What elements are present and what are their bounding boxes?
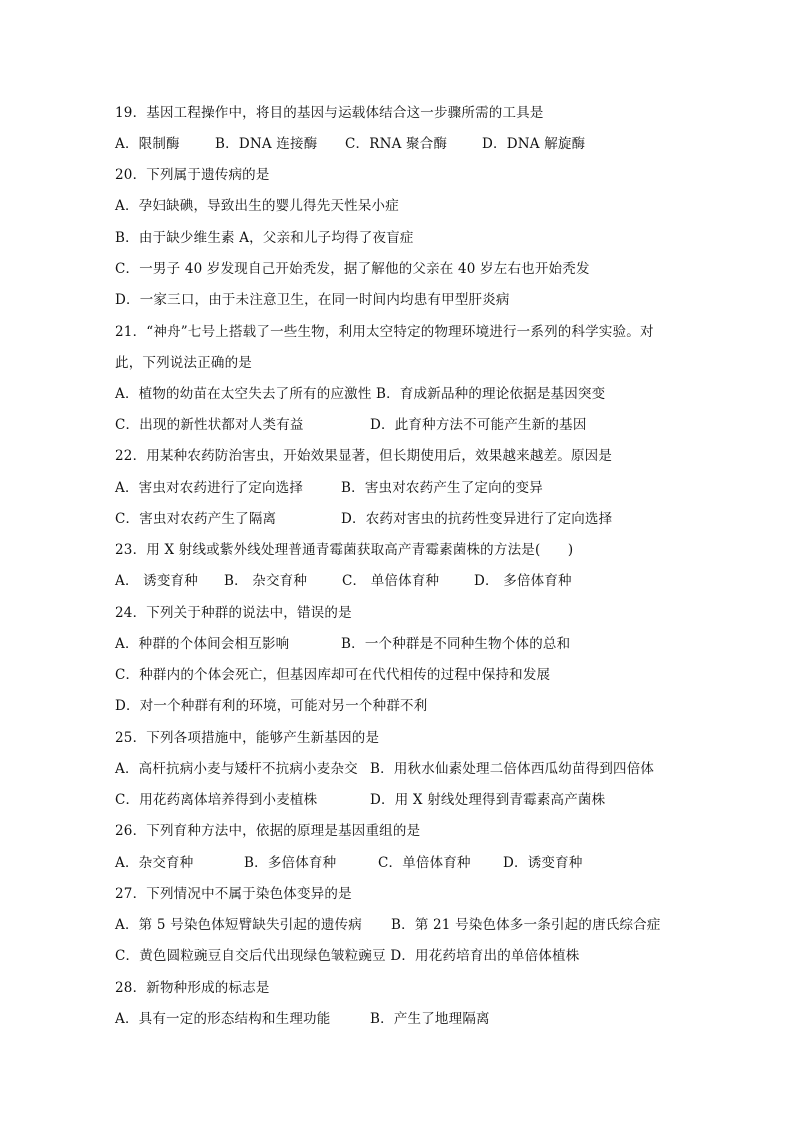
question-23-stem: 23．用 X 射线或紫外线处理普通青霉菌获取高产青霉素菌株的方法是( ) [115,542,574,558]
question-25-option-b: B．用秋水仙素处理二倍体西瓜幼苗得到四倍体 [370,761,655,777]
question-21-options-ab: A．植物的幼苗在太空失去了所有的应激性 B．育成新品种的理论依据是基因突变 [115,386,606,402]
question-26-option-c: C．单倍体育种 [378,855,471,871]
question-26-option-b: B．多倍体育种 [244,855,337,871]
question-22-option-c: C．害虫对农药产生了隔离 [115,511,277,527]
question-24-option-a: A．种群的个体间会相互影响 [115,636,290,652]
question-22-stem: 22．用某种农药防治害虫，开始效果显著，但长期使用后，效果越来越差。原因是 [115,448,613,464]
question-19-option-b: B．DNA 连接酶 [215,136,318,152]
question-25-stem: 25．下列各项措施中，能够产生新基因的是 [115,730,380,746]
question-19-option-d: D．DNA 解旋酶 [482,136,586,152]
question-28-stem: 28．新物种形成的标志是 [115,980,270,996]
question-27-option-a: A．第 5 号染色体短臂缺失引起的遗传病 [115,917,362,933]
question-23-option-a: A． 诱变育种 [115,573,198,589]
question-23-option-d: D． 多倍体育种 [474,573,572,589]
question-24-option-b: B．一个种群是不同种生物个体的总和 [341,636,571,652]
question-28-option-a: A．具有一定的形态结构和生理功能 [115,1011,331,1027]
question-22-option-a: A．害虫对农药进行了定向选择 [115,480,304,496]
question-23-option-b: B． 杂交育种 [224,573,308,589]
question-20-option-d: D．一家三口，由于未注意卫生，在同一时间内均患有甲型肝炎病 [115,292,510,308]
question-25-option-d: D．用 X 射线处理得到青霉素高产菌株 [370,792,606,808]
question-25-option-c: C．用花药离体培养得到小麦植株 [115,792,318,808]
question-26-option-d: D．诱变育种 [503,855,583,871]
question-22-option-d: D．农药对害虫的抗药性变异进行了定向选择 [341,511,613,527]
question-19-stem: 19．基因工程操作中，将目的基因与运载体结合这一步骤所需的工具是 [115,105,544,121]
question-19-option-c: C．RNA 聚合酶 [345,136,448,152]
question-27-stem: 27．下列情况中不属于染色体变异的是 [115,886,352,902]
question-28-option-b: B．产生了地理隔离 [370,1011,490,1027]
question-20-option-a: A．孕妇缺碘，导致出生的婴儿得先天性呆小症 [115,198,399,214]
question-27-options-cd: C．黄色圆粒豌豆自交后代出现绿色皱粒豌豆 D．用花药培育出的单倍体植株 [115,948,580,964]
question-25-option-a: A．高杆抗病小麦与矮杆不抗病小麦杂交 [115,761,358,777]
question-26-option-a: A．杂交育种 [115,855,194,871]
question-24-option-c: C．种群内的个体会死亡，但基因库却可在代代相传的过程中保持和发展 [115,667,551,683]
question-21-option-c: C．出现的新性状都对人类有益 [115,417,304,433]
question-24-option-d: D．对一个种群有利的环境，可能对另一个种群不利 [115,698,428,714]
question-24-stem: 24．下列关于种群的说法中，错误的是 [115,605,352,621]
question-27-option-b: B．第 21 号染色体多一条引起的唐氏综合症 [391,917,661,933]
question-20-option-b: B．由于缺少维生素 A，父亲和儿子均得了夜盲症 [115,230,414,246]
question-21-stem-line1: 21．“神舟”七号上搭载了一些生物，利用太空特定的物理环境进行一系列的科学实验。对 [115,324,654,340]
question-21-stem-line2: 此，下列说法正确的是 [115,355,252,371]
question-20-option-c: C．一男子 40 岁发现自己开始秃发，据了解他的父亲在 40 岁左右也开始秃发 [115,261,590,277]
question-20-stem: 20．下列属于遗传病的是 [115,167,270,183]
question-19-option-a: A．限制酶 [115,136,180,152]
question-21-option-d: D．此育种方法不可能产生新的基因 [370,417,587,433]
question-26-stem: 26．下列育种方法中，依据的原理是基因重组的是 [115,823,421,839]
question-22-option-b: B．害虫对农药产生了定向的变异 [341,480,543,496]
question-23-option-c: C． 单倍体育种 [342,573,440,589]
